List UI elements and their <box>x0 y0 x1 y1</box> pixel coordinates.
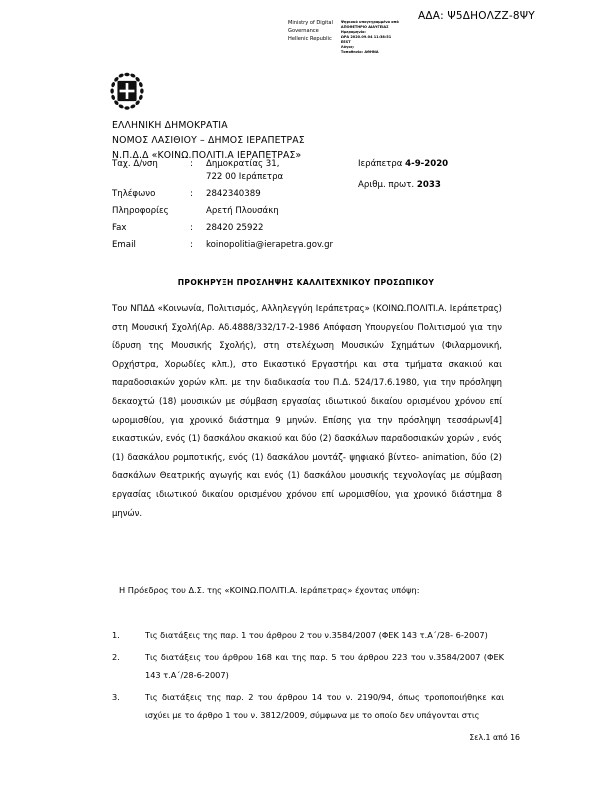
ada-code: ΑΔΑ: Ψ5ΔΗΟΛΖΖ-8ΨΥ <box>418 10 535 22</box>
contact-label-phone: Τηλέφωνο <box>112 188 156 199</box>
list-item-text: Τις διατάξεις του άρθρου 168 και της παρ. 5 του άρθρου 223 του ν.3584/2007 (ΦΕΚ 143 τ.Α΄/28-6-2007) <box>145 651 504 680</box>
signature-details: Ψηφιακά υπογεγραμμένο από ΑΠΟΘΕΤΗΡΙΟ ΔΙΑΥΓΕΙΑΣ Ημερομηνία: ΩΡΑ 2020.09.04 11:38:51 EEST Λόγος: Τοποθεσία: ΑΘΗΝΑ <box>340 20 399 55</box>
page-footer: Σελ.1 από 16 <box>469 733 520 742</box>
contact-label-fax: Fax <box>112 222 127 233</box>
meta-date: 4-9-2020 <box>405 159 449 169</box>
contact-value-phone: 2842340389 <box>206 188 261 199</box>
contact-colon-fax: : <box>190 222 193 233</box>
list-item-text: Τις διατάξεις της παρ. 1 του άρθρου 2 του ν.3584/2007 (ΦΕΚ 143 τ.Α΄/28- 6-2007) <box>145 630 488 640</box>
document-meta <box>358 160 448 201</box>
meta-protocol-number: 2033 <box>416 179 441 190</box>
contact-address-postal: 722 00 Ιεράπετρα <box>206 171 284 182</box>
contact-details <box>112 160 333 258</box>
announcement-body <box>112 300 502 523</box>
authority-line-3: Ν.Π.Δ.Δ «ΚΟΙΝΩ.ΠΟΛΙΤΙ.Α ΙΕΡΑΠΕΤΡΑΣ» <box>112 150 302 162</box>
list-item <box>112 688 504 725</box>
contact-label-email: Email <box>112 239 136 250</box>
meta-protocol-label: Αριθμ. πρωτ. <box>358 179 415 190</box>
ministry-label: Ministry of Digital Governance Hellenic Republic <box>288 20 333 42</box>
contact-row-address <box>112 160 333 190</box>
hellenic-republic-emblem-icon <box>110 72 144 110</box>
contact-row-phone <box>112 190 333 207</box>
contact-row-fax <box>112 224 333 241</box>
announcement-title: ΠΡΟΚΗΡΥΞΗ ΠΡΟΣΛΗΨΗΣ ΚΑΛΛΙΤΕΧΝΙΚΟΥ ΠΡΟΣΩΠΙΚΟΥ <box>177 278 435 287</box>
list-item-number: 2. <box>112 651 120 662</box>
meta-protocol <box>358 181 448 190</box>
contact-address-street: Δημοκρατίας 31, <box>206 159 280 169</box>
contact-label-address: Ταχ. Δ/νση <box>112 159 158 169</box>
digital-signature-stamp <box>288 20 399 55</box>
document-header-strip <box>0 10 612 66</box>
list-item-number: 3. <box>112 691 120 702</box>
contact-label-info: Πληροφορίες <box>112 205 169 216</box>
contact-value-info: Αρετή Πλουσάκη <box>206 205 279 216</box>
legal-references-list <box>112 626 504 728</box>
preamble-text: Η Πρόεδρος του Δ.Σ. της «ΚΟΙΝΩ.ΠΟΛΙΤΙ.Α. Ιεράπετρας» έχοντας υπόψη: <box>119 585 420 595</box>
list-item <box>112 648 504 685</box>
contact-value-fax: 28420 25922 <box>206 222 264 233</box>
contact-colon-email: : <box>190 239 193 250</box>
authority-line-2: ΝΟΜΟΣ ΛΑΣΙΘΙΟΥ – ΔΗΜΟΣ ΙΕΡΑΠΕΤΡΑΣ <box>112 135 305 147</box>
contact-value-email[interactable]: koinopolitia@ierapetra.gov.gr <box>206 239 334 250</box>
contact-row-info <box>112 207 333 224</box>
list-item <box>112 626 504 645</box>
announcement-body-paragraph: Του ΝΠΔΔ «Κοινωνία, Πολιτισμός, Αλληλεγγύη Ιεράπετρας» (ΚΟΙΝΩ.ΠΟΛΙΤΙ.Α. Ιεράπετρας) στη Μουσική Σχολή(Αρ. Αδ.4888/332/17-2-1986 Απόφαση Υπουργείου Πολιτισμού για την ίδρυση της Μουσικής Σχολής), στη στελέχωση Μουσικών Σχημάτων (Φιλαρμονική, Ορχήστρα, Χορωδίες κλπ.), στο Εικαστικό Εργαστήρι και στα τμήματα σκακιού και παραδοσιακών χορών κλπ. με την διαδικασία του Π.Δ. 524/17.6.1980, για την πρόσληψη δεκαοχτώ (18) μουσικών με σύμβαση εργασίας ιδιωτικού δικαίου ορισμένου χρόνου επί ωρομισθίου, για χρονικό διάστημα 9 μηνών. Επίσης για την πρόσληψη τεσσάρων[4] εικαστικών, ενός (1) δασκάλου σκακιού και δύο (2) δασκάλων παραδοσιακών χορών , ενός (1) δασκάλου ρομποτικής, ενός (1) δασκάλου μοντάζ- ψηφιακό βίντεο- animation, δύο (2) δασκάλων Θεατρικής αγωγής και ενός (1) δασκάλου μουσικής τεχνολογίας με σύμβαση εργασίας ιδιωτικού δικαίου ορισμένου χρόνου επί ωρομισθίου, για χρονικό διάστημα 8 μηνών. <box>112 304 502 519</box>
contact-colon-phone: : <box>190 188 193 199</box>
contact-colon-address: : <box>190 159 193 169</box>
contact-value-address <box>206 160 333 190</box>
contact-colon-info <box>190 207 206 224</box>
authority-line-1: ΕΛΛΗΝΙΚΗ ΔΗΜΟΚΡΑΤΙΑ <box>112 120 228 131</box>
meta-place: Ιεράπετρα <box>358 159 403 169</box>
meta-place-date <box>358 160 448 169</box>
list-item-number: 1. <box>112 630 120 640</box>
contact-row-email <box>112 241 333 258</box>
issuing-authority <box>112 118 305 163</box>
list-item-text: Τις διατάξεις της παρ. 2 του άρθρου 14 του ν. 2190/94, όπως τροποποιήθηκε και ισχύει με το άρθρο 1 του ν. 3812/2009, σύμφωνα με το οποίο δεν υπάγονται στις <box>145 691 504 720</box>
